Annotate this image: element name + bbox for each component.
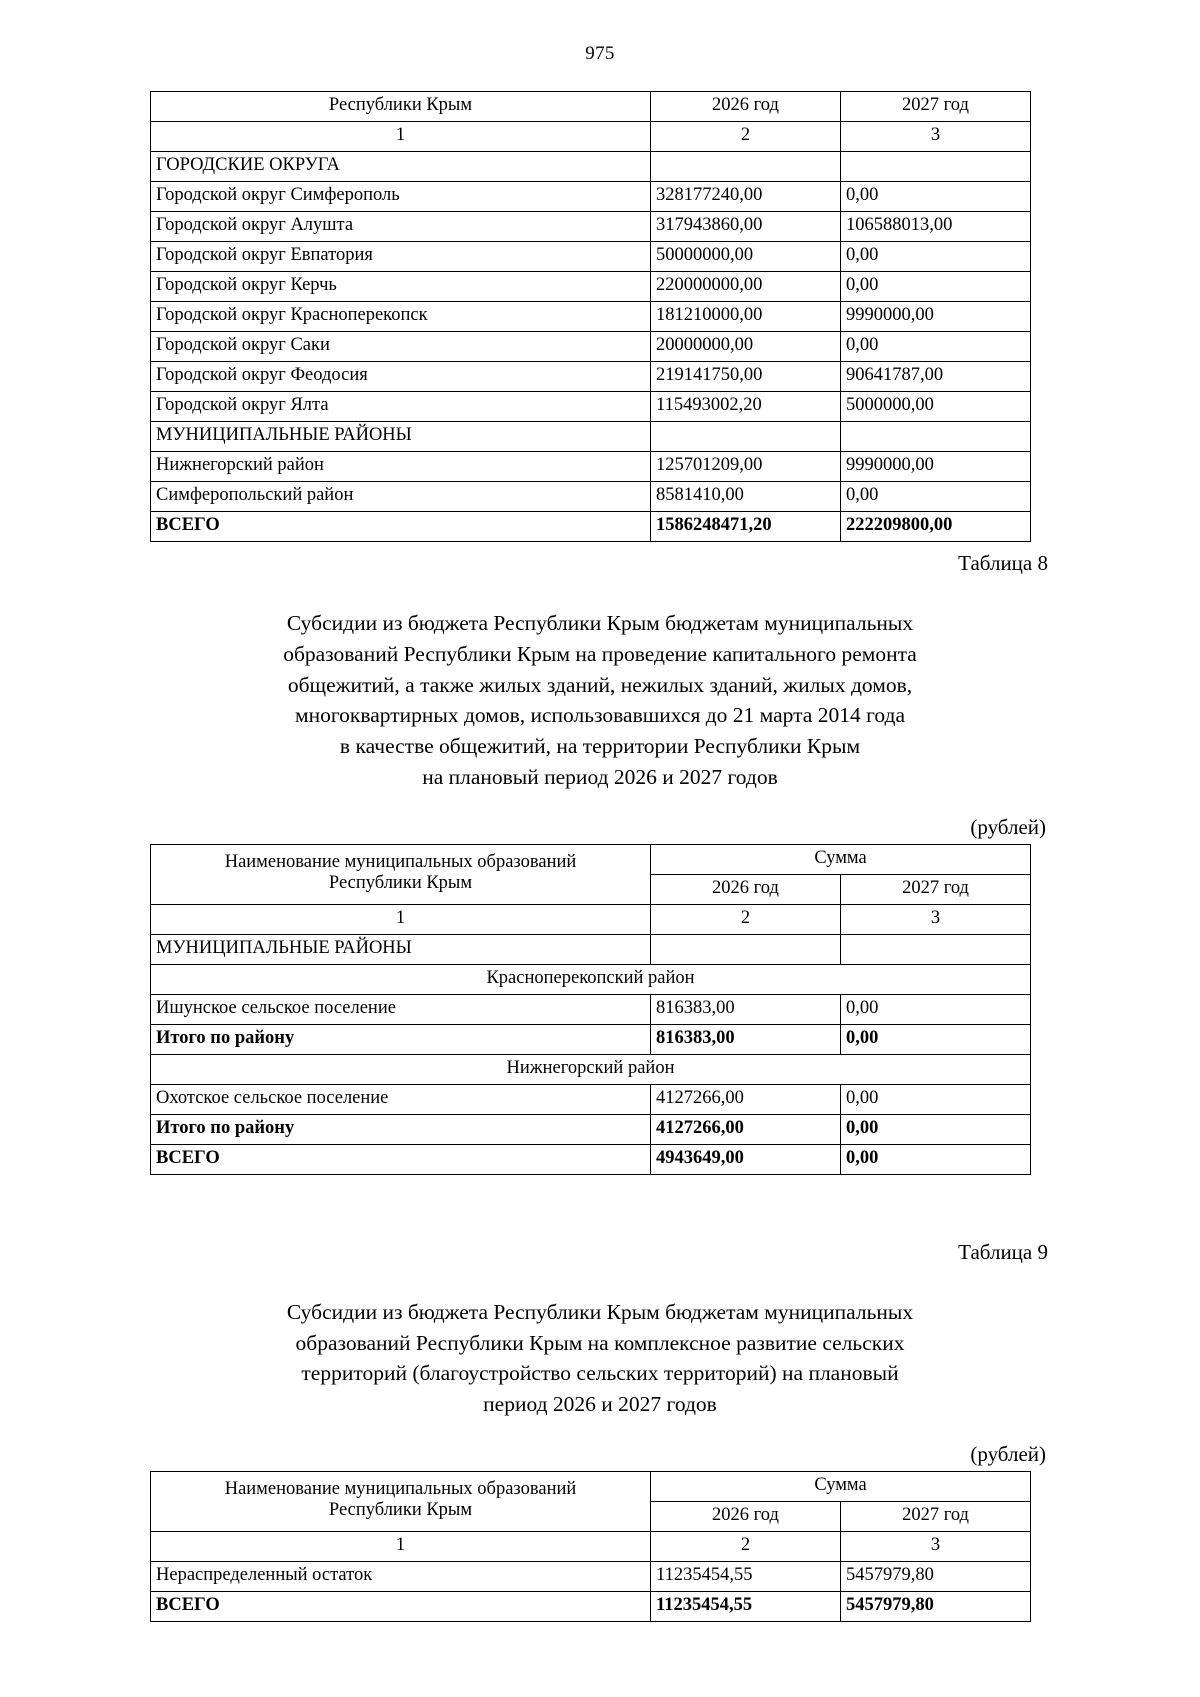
row-year2: 106588013,00 — [841, 212, 1031, 242]
table9-title-line: образований Республики Крым на комплексное развитие сельских — [295, 1330, 905, 1355]
row-name: Ишунское сельское поселение — [151, 994, 651, 1024]
table-row — [151, 212, 1031, 242]
row-year2: 0,00 — [841, 1144, 1031, 1174]
table8-title-line: на плановый период 2026 и 2027 годов — [422, 764, 778, 789]
table-row — [151, 452, 1031, 482]
spacer — [150, 1175, 1050, 1231]
header-cell-name: Республики Крым — [151, 92, 651, 122]
table8-subtotal-row — [151, 1114, 1031, 1144]
row-name: Городской округ Ялта — [151, 392, 651, 422]
row-name: Городской округ Саки — [151, 332, 651, 362]
row-year1: 4943649,00 — [651, 1144, 841, 1174]
header-name-line2: Республики Крым — [328, 1500, 473, 1521]
row-year1: 317943860,00 — [651, 212, 841, 242]
table8-title — [150, 608, 1050, 792]
row-year1: 50000000,00 — [651, 242, 841, 272]
row-year2: 0,00 — [841, 1084, 1031, 1114]
row-year2: 90641787,00 — [841, 362, 1031, 392]
row-year1: 220000000,00 — [651, 272, 841, 302]
row-year1: 328177240,00 — [651, 182, 841, 212]
numbering-cell-2: 2 — [651, 122, 841, 152]
row-name: Итого по району — [151, 1024, 651, 1054]
table8-district-row — [151, 1054, 1031, 1084]
table-row — [151, 332, 1031, 362]
header-cell-name — [151, 1471, 651, 1531]
numbering-cell-1: 1 — [151, 122, 651, 152]
row-year2: 0,00 — [841, 242, 1031, 272]
numbering-cell-2: 2 — [651, 1531, 841, 1561]
row-year1 — [651, 422, 841, 452]
table8-total-row — [151, 1144, 1031, 1174]
header-cell-year2: 2027 год — [841, 1501, 1031, 1531]
table-row — [151, 362, 1031, 392]
table8-district-row — [151, 964, 1031, 994]
row-year1: 219141750,00 — [651, 362, 841, 392]
row-name: Нераспределенный остаток — [151, 1561, 651, 1591]
row-name: Итого по району — [151, 1114, 651, 1144]
table8-subtotal-row — [151, 1024, 1031, 1054]
header-cell-year2: 2027 год — [841, 92, 1031, 122]
header-cell-year1: 2026 год — [651, 1501, 841, 1531]
table8-section-row — [151, 934, 1031, 964]
header-name-line1: Наименование муниципальных образований — [224, 852, 577, 873]
table9-total-row — [151, 1591, 1031, 1621]
table8-title-line: общежитий, а также жилых зданий, нежилых зданий, жилых домов, — [287, 672, 913, 697]
row-year2: 222209800,00 — [841, 512, 1031, 542]
table-continuation — [150, 91, 1031, 542]
table-row — [151, 182, 1031, 212]
row-year2: 0,00 — [841, 272, 1031, 302]
row-name: ВСЕГО — [151, 512, 651, 542]
row-name: Городской округ Евпатория — [151, 242, 651, 272]
row-year1 — [651, 152, 841, 182]
row-year1: 4127266,00 — [651, 1084, 841, 1114]
row-name: Охотское сельское поселение — [151, 1084, 651, 1114]
row-name: Городской округ Алушта — [151, 212, 651, 242]
header-cell-year1: 2026 год — [651, 92, 841, 122]
header-cell-sum: Сумма — [651, 844, 1031, 874]
row-year2 — [841, 152, 1031, 182]
row-year2: 0,00 — [841, 1114, 1031, 1144]
numbering-cell-2: 2 — [651, 904, 841, 934]
table8 — [150, 844, 1031, 1175]
table9-units: (рублей) — [970, 1441, 1046, 1466]
row-name: Городской округ Феодосия — [151, 362, 651, 392]
row-year2 — [841, 422, 1031, 452]
row-year2: 0,00 — [841, 482, 1031, 512]
numbering-cell-3: 3 — [841, 122, 1031, 152]
row-year2: 9990000,00 — [841, 452, 1031, 482]
table9-numbering-row — [151, 1531, 1031, 1561]
numbering-cell-3: 3 — [841, 904, 1031, 934]
table8-body — [151, 844, 1031, 1174]
table8-numbering-row — [151, 904, 1031, 934]
row-year1: 1586248471,20 — [651, 512, 841, 542]
table-row — [151, 242, 1031, 272]
table-total-row — [151, 512, 1031, 542]
table-row — [151, 152, 1031, 182]
row-year2: 0,00 — [841, 994, 1031, 1024]
row-year1: 125701209,00 — [651, 452, 841, 482]
numbering-cell-1: 1 — [151, 1531, 651, 1561]
table9-title — [150, 1297, 1050, 1420]
row-name: МУНИЦИПАЛЬНЫЕ РАЙОНЫ — [151, 934, 651, 964]
row-name: ВСЕГО — [151, 1144, 651, 1174]
table9-row — [151, 1561, 1031, 1591]
table-row — [151, 302, 1031, 332]
row-year1: 20000000,00 — [651, 332, 841, 362]
row-year2: 0,00 — [841, 1024, 1031, 1054]
table8-title-line: в качестве общежитий, на территории Республики Крым — [339, 734, 861, 759]
row-name: Симферопольский район — [151, 482, 651, 512]
row-name: ГОРОДСКИЕ ОКРУГА — [151, 152, 651, 182]
row-year2: 5457979,80 — [841, 1591, 1031, 1621]
table-row — [151, 392, 1031, 422]
page-number: 975 — [585, 43, 615, 64]
row-year1: 115493002,20 — [651, 392, 841, 422]
row-name: Городской округ Красноперекопск — [151, 302, 651, 332]
row-name: Нижнегорский район — [151, 452, 651, 482]
header-cell-sum: Сумма — [651, 1471, 1031, 1501]
row-year2: 5000000,00 — [841, 392, 1031, 422]
table8-row — [151, 1084, 1031, 1114]
table-row — [151, 482, 1031, 512]
table9-body — [151, 1471, 1031, 1621]
table9-title-line: период 2026 и 2027 годов — [483, 1391, 717, 1416]
table8-title-line: образований Республики Крым на проведение капитального ремонта — [283, 641, 917, 666]
header-name-line2: Республики Крым — [328, 873, 473, 894]
row-year1: 4127266,00 — [651, 1114, 841, 1144]
row-year1: 816383,00 — [651, 1024, 841, 1054]
table8-title-line: Субсидии из бюджета Республики Крым бюджетам муниципальных — [286, 611, 914, 636]
table9-label: Таблица 9 — [958, 1239, 1048, 1264]
table-row — [151, 272, 1031, 302]
row-year2 — [841, 934, 1031, 964]
row-district-name: Нижнегорский район — [151, 1054, 1031, 1084]
row-district-name: Красноперекопский район — [151, 964, 1031, 994]
header-cell-name — [151, 844, 651, 904]
table-numbering-row — [151, 122, 1031, 152]
row-year1 — [651, 934, 841, 964]
row-year2: 0,00 — [841, 182, 1031, 212]
table8-units: (рублей) — [970, 814, 1046, 839]
table9-header-row-1 — [151, 1471, 1031, 1501]
row-year1: 181210000,00 — [651, 302, 841, 332]
row-year1: 8581410,00 — [651, 482, 841, 512]
table8-row — [151, 994, 1031, 1024]
table8-label: Таблица 8 — [958, 551, 1048, 575]
row-year2: 0,00 — [841, 332, 1031, 362]
table8-title-line: многоквартирных домов, использовавшихся до 21 марта 2014 года — [295, 703, 905, 728]
table-continuation-body — [151, 92, 1031, 542]
row-year1: 816383,00 — [651, 994, 841, 1024]
row-year1: 11235454,55 — [651, 1591, 841, 1621]
table9-title-line: территорий (благоустройство сельских территорий) на плановый — [301, 1361, 899, 1386]
row-name: Городской округ Керчь — [151, 272, 651, 302]
row-name: МУНИЦИПАЛЬНЫЕ РАЙОНЫ — [151, 422, 651, 452]
numbering-cell-3: 3 — [841, 1531, 1031, 1561]
header-cell-year2: 2027 год — [841, 874, 1031, 904]
table9 — [150, 1471, 1031, 1622]
header-name-line1: Наименование муниципальных образований — [224, 1479, 577, 1500]
header-cell-year1: 2026 год — [651, 874, 841, 904]
table-row — [151, 422, 1031, 452]
row-year1: 11235454,55 — [651, 1561, 841, 1591]
row-year2: 9990000,00 — [841, 302, 1031, 332]
table-header-row — [151, 92, 1031, 122]
row-year2: 5457979,80 — [841, 1561, 1031, 1591]
numbering-cell-1: 1 — [151, 904, 651, 934]
table9-title-line: Субсидии из бюджета Республики Крым бюджетам муниципальных — [286, 1299, 914, 1324]
row-name: ВСЕГО — [151, 1591, 651, 1621]
table8-header-row-1 — [151, 844, 1031, 874]
row-name: Городской округ Симферополь — [151, 182, 651, 212]
